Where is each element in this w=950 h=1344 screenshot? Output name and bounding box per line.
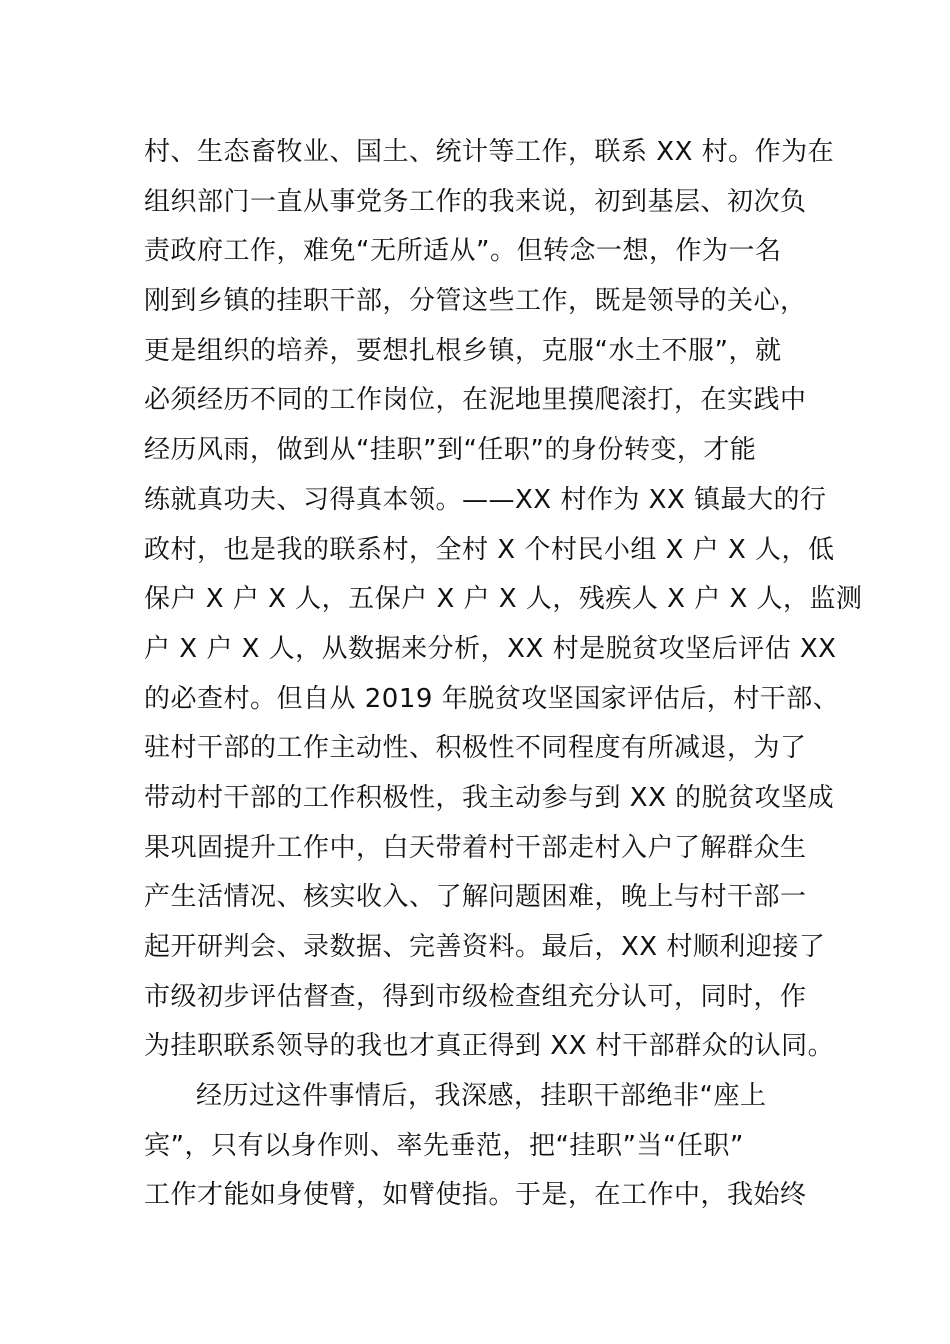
text-line: 起开研判会、录数据、完善资料。最后，XX 村顺利迎接了 (144, 932, 826, 962)
text-line: 为挂职联系领导的我也才真正得到 XX 村干部群众的认同。 (144, 1031, 835, 1062)
body-text (144, 128, 863, 1221)
text-line: 政村，也是我的联系村，全村 X 个村民小组 X 户 X 人，低 (144, 534, 835, 565)
text-line: 户 X 户 X 人，从数据来分析，XX 村是脱贫攻坚后评估 XX (144, 633, 837, 664)
text-line: 产生活情况、核实收入、了解问题困难，晚上与村干部一 (144, 882, 807, 913)
text-line: 练就真功夫、习得真本领。——XX 村作为 XX 镇最大的行 (144, 484, 827, 515)
text-line: 工作才能如身使臂，如臂使指。于是，在工作中，我始终 (144, 1180, 807, 1211)
text-line: 的必查村。但自从 2019 年脱贫攻坚国家评估后，村干部、 (144, 683, 840, 714)
text-line: 宾”，只有以身作则、率先垂范，把“挂职”当“任职” (144, 1130, 744, 1161)
text-line: 驻村干部的工作主动性、积极性不同程度有所减退，为了 (144, 733, 807, 764)
text-line: 责政府工作，难免“无所适从”。但转念一想，作为一名 (144, 236, 782, 267)
text-line: 果巩固提升工作中，白天带着村干部走村入户了解群众生 (144, 832, 807, 863)
text-line: 刚到乡镇的挂职干部，分管这些工作，既是领导的关心， (144, 286, 807, 317)
text-line: 市级初步评估督查，得到市级检查组充分认可，同时，作 (144, 981, 807, 1012)
text-line: 村、生态畜牧业、国土、统计等工作，联系 XX 村。作为在 (144, 137, 835, 167)
text-line: 更是组织的培养，要想扎根乡镇，克服“水土不服”，就 (144, 335, 782, 366)
text-line: 保户 X 户 X 人，五保户 X 户 X 人，残疾人 X 户 X 人，监测 (144, 584, 863, 615)
text-line: 组织部门一直从事党务工作的我来说，初到基层、初次负 (144, 186, 807, 217)
text-line: 必须经历不同的工作岗位，在泥地里摸爬滚打，在实践中 (144, 385, 807, 416)
paragraph-start-line: 经历过这件事情后，我深感，挂职干部绝非“座上 (196, 1081, 767, 1112)
text-line: 带动村干部的工作积极性，我主动参与到 XX 的脱贫攻坚成 (144, 782, 835, 813)
text-line: 经历风雨，做到从“挂职”到“任职”的身份转变，才能 (144, 435, 757, 466)
